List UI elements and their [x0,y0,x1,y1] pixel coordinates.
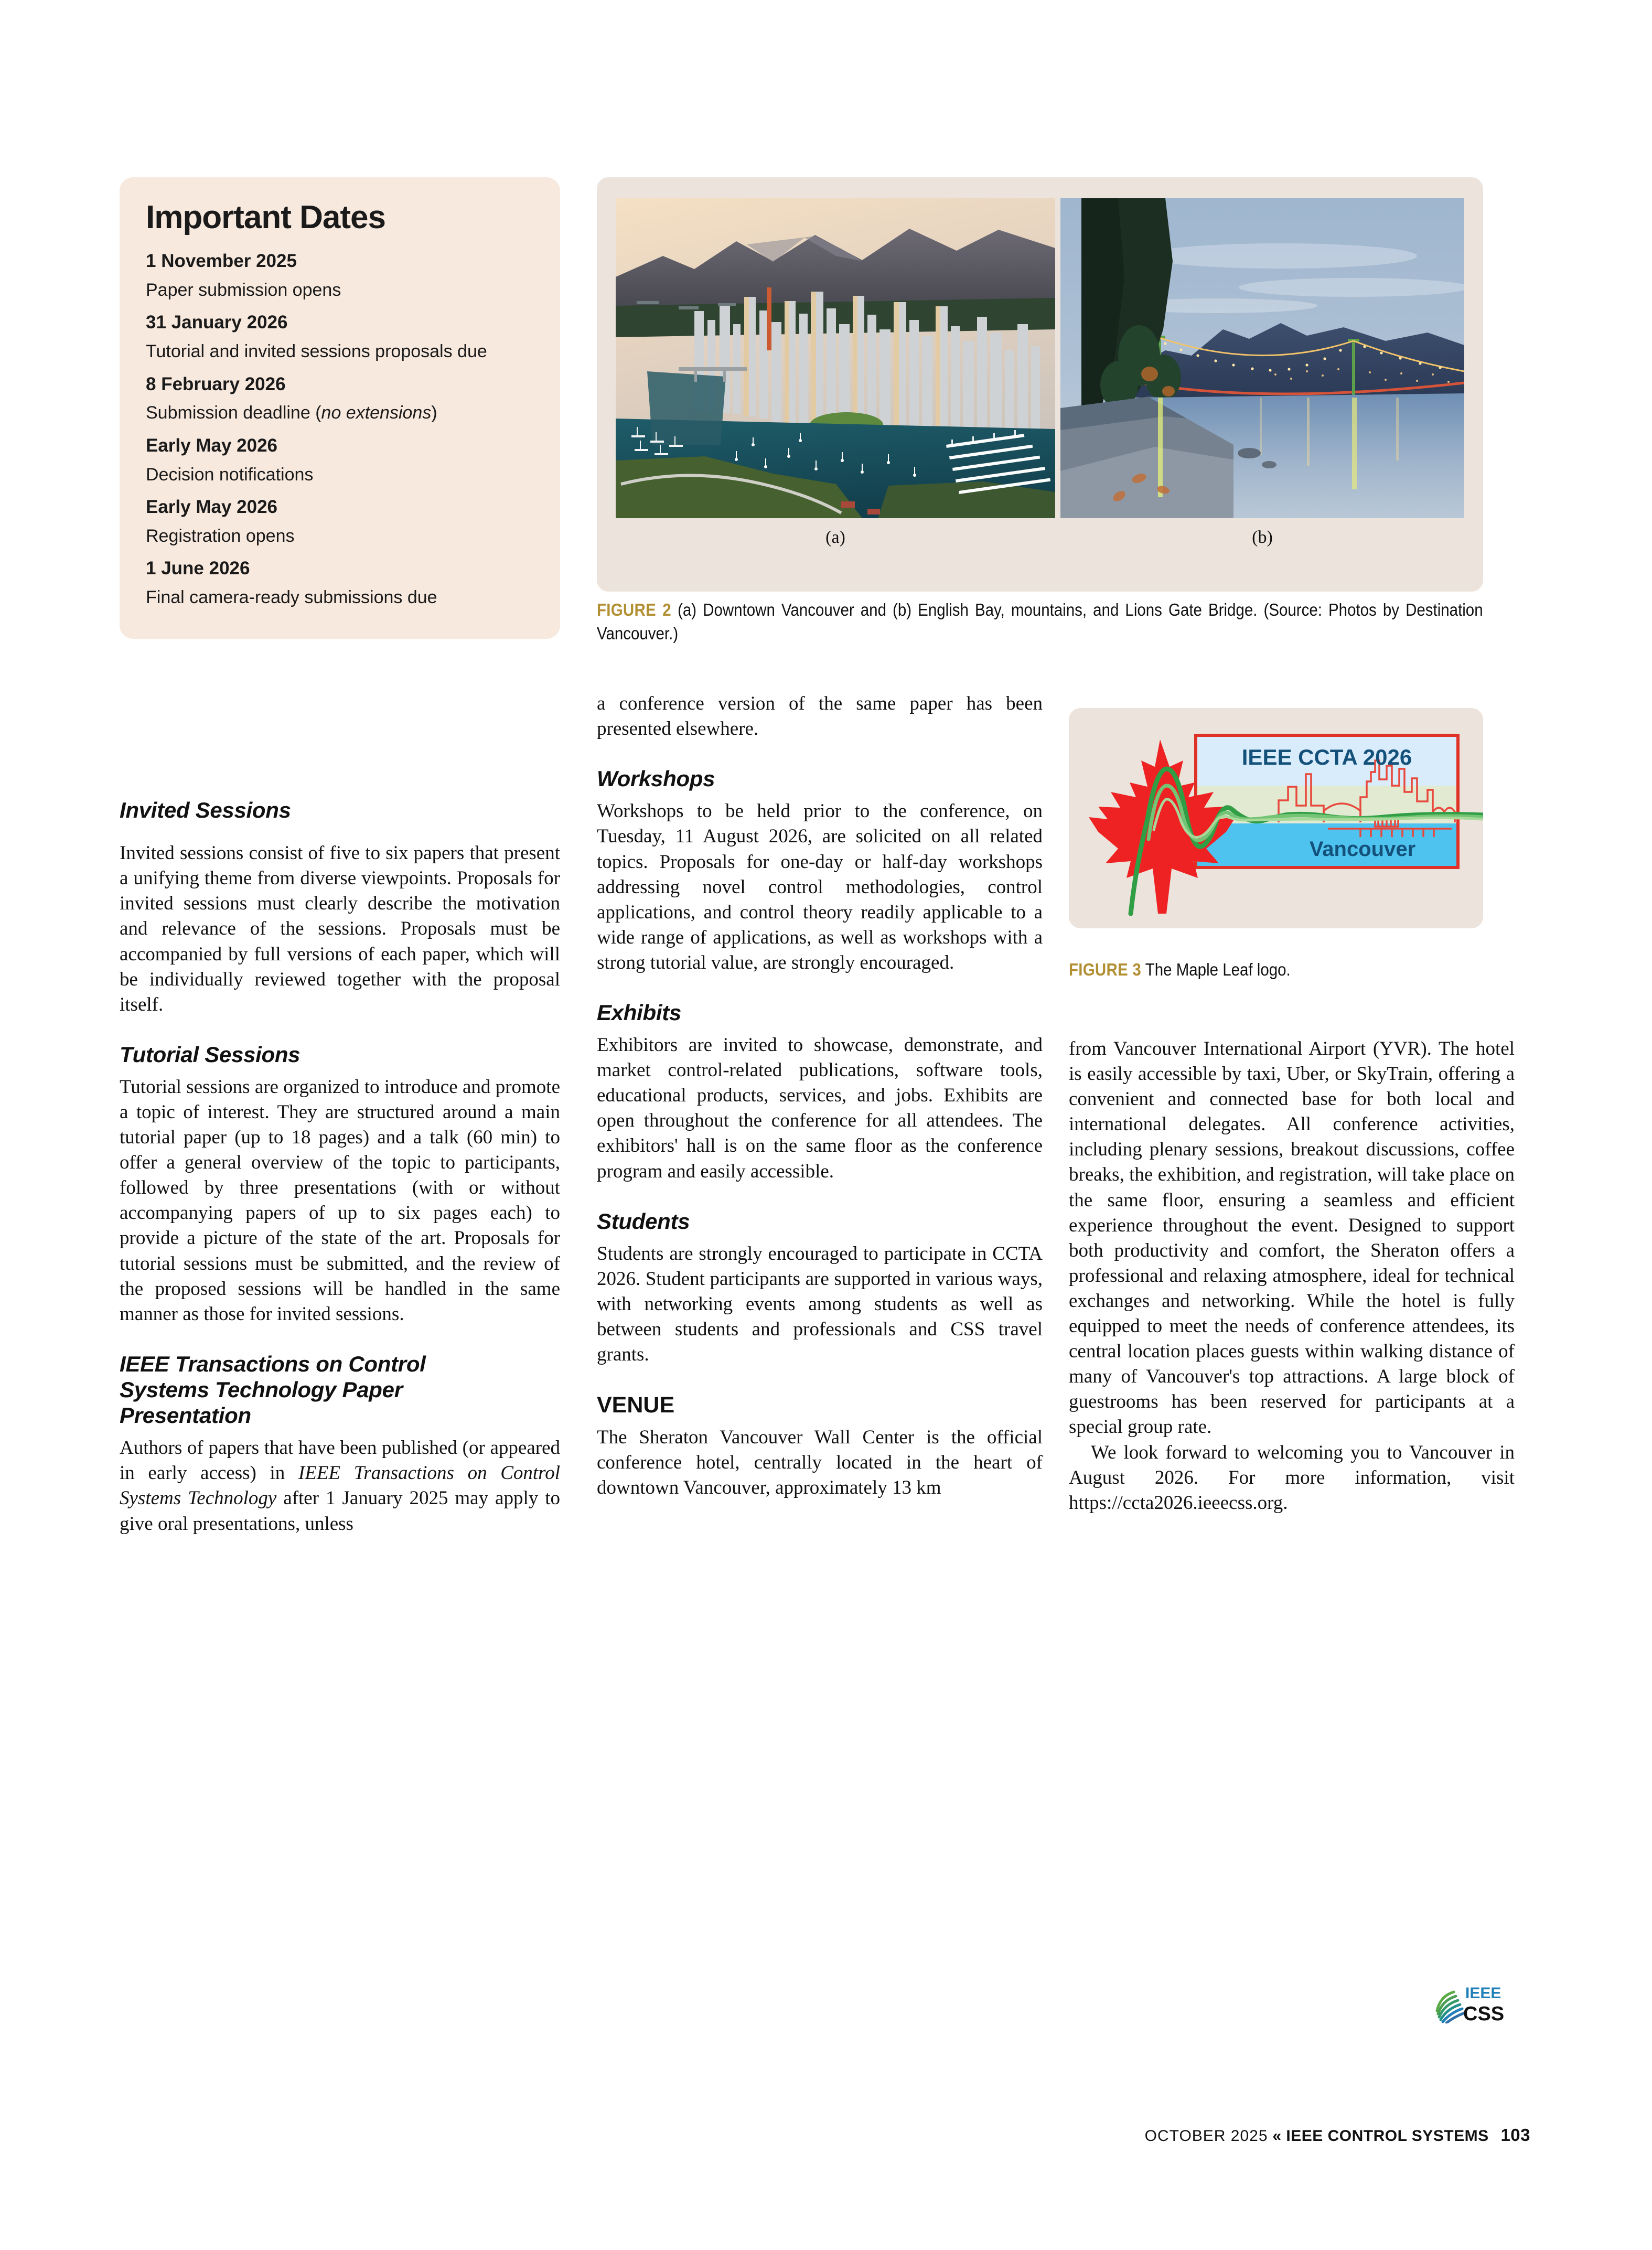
figure2-photo-row [616,198,1464,518]
photo-b-illustration [1060,198,1464,518]
heading-venue: VENUE [597,1392,675,1418]
ieee-css-logo-illustration [1433,1978,1517,2023]
text-column-2 [597,691,1043,2039]
heading-workshops: Workshops [597,766,715,791]
date-term: 8 February 2026 [146,373,286,394]
date-description: Registration opens [146,526,295,546]
footer-chevron-icon: « [1272,2127,1282,2145]
figure2-caption-text: (a) Downtown Vancouver and (b) English Bay, mountains, and Lions Gate Bridge. (Source: Photos by Destination Vancouver.) [597,601,1483,644]
figure2-caption [597,599,1483,646]
heading-line-1: IEEE Transactions on Control [120,1351,426,1376]
figure3-caption [1069,959,1503,982]
heading-ieee-transactions-paper-presentation [120,1351,560,1428]
figure3-label: FIGURE 3 [1069,960,1142,980]
text-column-1 [120,797,560,2035]
date-term: 1 June 2026 [146,558,250,579]
date-term: 31 January 2026 [146,312,288,333]
journal-title-italic: IEEE Transactions on Control Systems Technology [120,1462,560,1509]
paragraph-continued-from-column-1: a conference version of the same paper has been presented elsewhere. [597,693,1043,740]
date-term: Early May 2026 [146,497,278,518]
para-pre: Authors of papers that have been published (or appeared in early access) in [120,1437,560,1484]
footer-page-number: 103 [1500,2125,1530,2145]
footer-month-year: OCTOBER 2025 [1144,2127,1268,2145]
figure2-label: FIGURE 2 [597,601,671,620]
page-footer [0,2125,1652,2145]
paragraph-workshops: Workshops to be held prior to the conference, on Tuesday, 11 August 2026, are solicited on all related topics. Proposals for one-day or half-day workshops addressing novel control methodologies, control applications, and control theory readily applicable to a wide range of applications, as well as workshops with a strong tutorial value, are strongly encouraged. [597,800,1043,973]
figure2-sublabel-b: (b) [1252,528,1273,547]
figure3-panel [1069,708,1483,928]
paragraph-students: Students are strongly encouraged to participate in CCTA 2026. Student participants are supported in various ways, with networking events among students as well as between students and professionals and CSS travel grants. [597,1242,1043,1366]
date-description: Tutorial and invited sessions proposals due [146,341,487,362]
date-description [146,402,534,425]
logo-city-text: Vancouver [1309,838,1416,861]
photo-a-illustration [616,198,1055,518]
ieee-wordmark: IEEE [1465,1985,1501,2002]
footer-publication-name: IEEE CONTROL SYSTEMS [1286,2127,1489,2145]
ccta-logo-illustration [1069,708,1483,928]
text-column-3 [1069,1036,1515,2049]
logo-title-text: IEEE CCTA 2026 [1241,745,1412,769]
important-dates-title: Important Dates [146,199,385,235]
heading-tutorial-sessions: Tutorial Sessions [120,1042,301,1067]
heading-line-2: Systems Technology Paper [120,1377,403,1402]
css-wordmark: CSS [1463,2003,1505,2023]
date-term: Early May 2026 [146,435,278,456]
date-description: Decision notifications [146,464,314,485]
heading-students: Students [597,1208,690,1234]
paragraph-venue-continued: from Vancouver International Airport (YVR). The hotel is easily accessible by taxi, Uber, or SkyTrain, offering a convenient and connected base for both local and international delegates. All conference activities, including plenary sessions, breakout discussions, coffee breaks, the exhibition, and registration, will take place on the same floor, ensuring a seamless and efficient experience throughout the event. Designed to support both productivity and comfort, the Sheraton offers a professional and relaxing atmosphere, ideal for technical exchanges and networking. While the hotel is fully equipped to meet the needs of conference attendees, its central location places guests within walking distance of many of Vancouver's top attractions. A large block of guestrooms has been reserved for participants at a special group rate. [1069,1038,1515,1438]
figure2-sublabel-a: (a) [825,528,845,547]
figure2-panel [597,177,1483,592]
desc-post: ) [431,403,437,423]
heading-invited-sessions: Invited Sessions [120,798,291,822]
date-description: Final camera-ready submissions due [146,587,437,608]
desc-emphasis: no extensions [321,403,432,423]
paragraph-ieee-transactions [120,1435,560,1536]
ieee-css-logo [1433,1978,1517,2023]
para-post: after 1 January 2025 may apply to give oral presentations, unless [120,1487,560,1535]
figure3-caption-text: The Maple Leaf logo. [1141,960,1291,980]
important-dates-panel [120,177,560,639]
paragraph-closing: We look forward to welcoming you to Vancouver in August 2026. For more information, visit https://ccta2026.ieeecss.org. [1069,1441,1515,1514]
paragraph-tutorial-sessions: Tutorial sessions are organized to introduce and promote a topic of interest. They are structured around a main tutorial paper (up to 18 pages) and a talk (60 min) to offer a general overview of the topic to participants, followed by three presentations (with or without accompanying papers of up to six pages each) to provide a picture of the state of the art. Proposals for tutorial sessions must be submitted, and the review of the proposed sessions will be handled in the same manner as those for invited sessions. [120,1076,560,1325]
date-description: Paper submission opens [146,280,341,300]
heading-exhibits: Exhibits [597,1000,681,1025]
desc-pre: Submission deadline ( [146,403,321,423]
ccta-logo [1069,708,1483,928]
paragraph-invited-sessions: Invited sessions consist of five to six papers that present a unifying theme from diverse viewpoints. Proposals for invited sessions must clearly describe the motivation and relevance of the sessions. Proposals must be accompanied by full versions of each paper, which will be individually reviewed together with the proposal itself. [120,842,560,1015]
paragraph-exhibits: Exhibitors are invited to showcase, demonstrate, and market control-related publications, software tools, educational products, services, and jobs. Exhibits are open throughout the conference for all attendees. The exhibitors' hall is on the same floor as the conference program and easily accessible. [597,1034,1043,1182]
date-term: 1 November 2025 [146,251,297,271]
heading-line-3: Presentation [120,1403,251,1428]
paragraph-venue: The Sheraton Vancouver Wall Center is the official conference hotel, centrally located in the heart of downtown Vancouver, approximately 13 km [597,1426,1043,1498]
photo-downtown-vancouver [616,198,1055,518]
photo-lions-gate-bridge [1060,198,1464,518]
